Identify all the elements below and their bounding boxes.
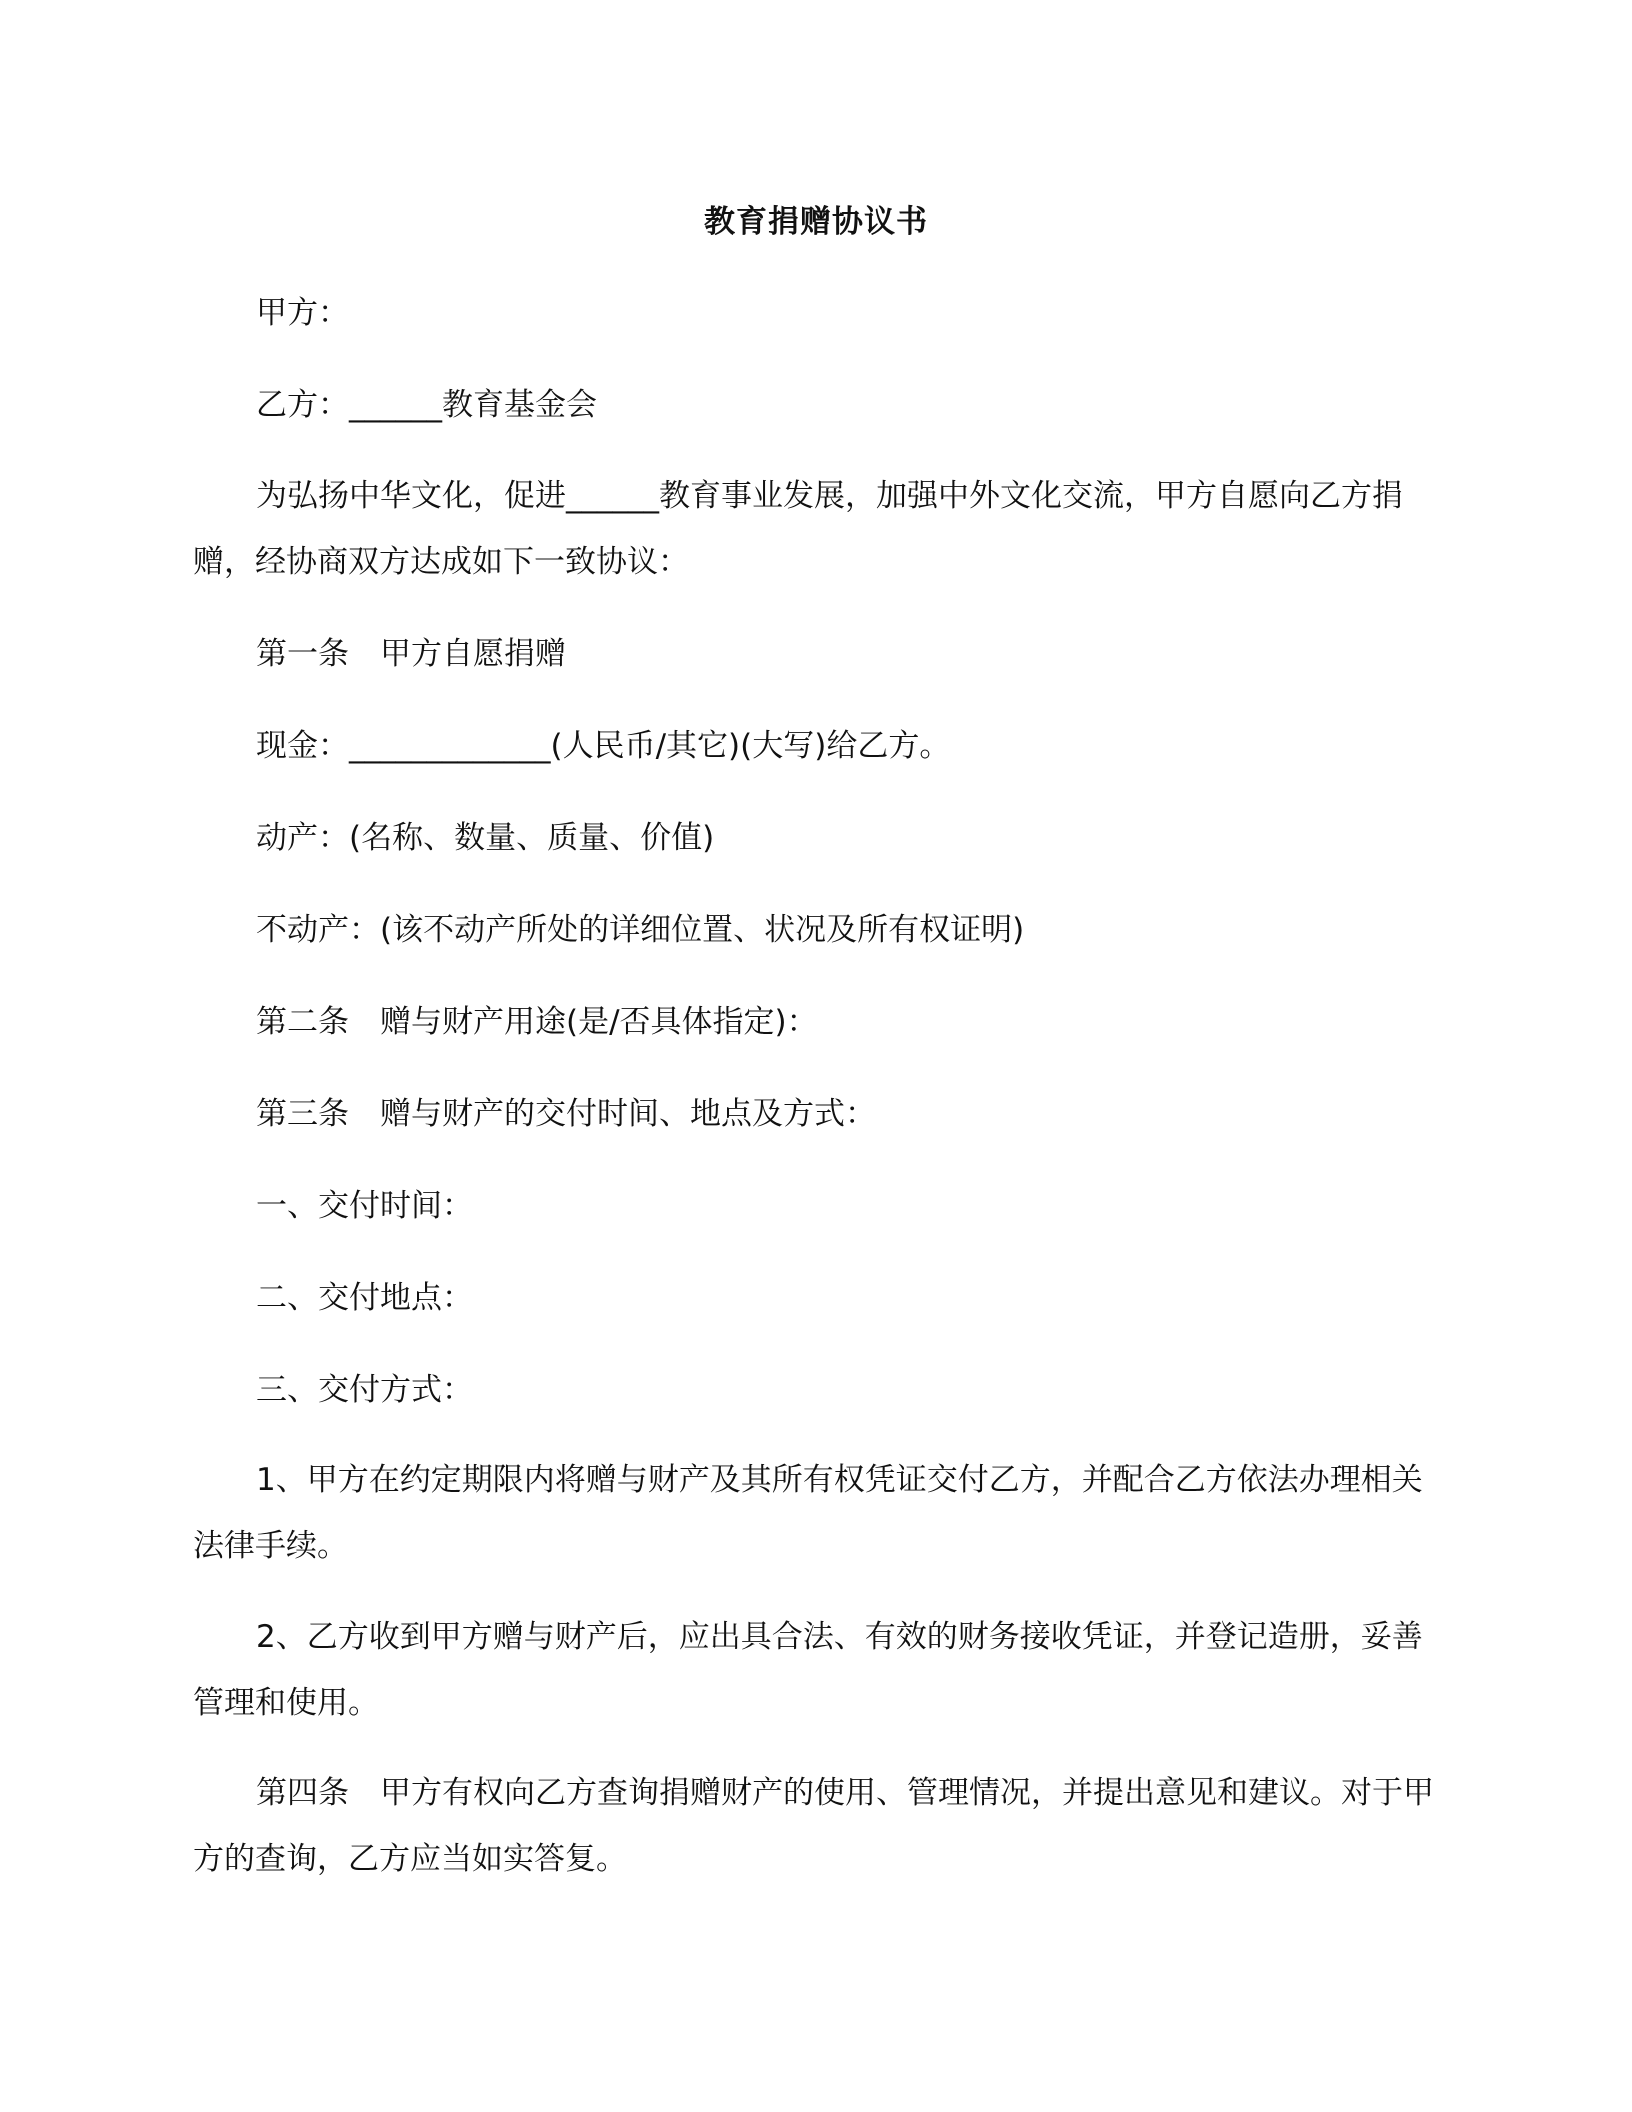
cash-line: 现金：_____________(人民币/其它)(大写)给乙方。: [256, 728, 951, 764]
party-b-line: 乙方：______教育基金会: [256, 387, 597, 423]
article-4-paragraph: 第四条 甲方有权向乙方查询捐赠财产的使用、管理情况，并提出意见和建议。对于甲方的查询，乙方应当如实答复。: [193, 1775, 1434, 1877]
delivery-method-line: 三、交付方式：: [256, 1372, 473, 1408]
document-title: 教育捐赠协议书: [704, 204, 928, 240]
preamble-paragraph: 为弘扬中华文化，促进______教育事业发展，加强中外文化交流，甲方自愿向乙方捐赠，经协商双方达成如下一致协议：: [193, 478, 1403, 580]
clause-1-paragraph: 1、甲方在约定期限内将赠与财产及其所有权凭证交付乙方，并配合乙方依法办理相关法律手续。: [193, 1462, 1423, 1564]
article-3-line: 第三条 赠与财产的交付时间、地点及方式：: [256, 1096, 876, 1132]
delivery-place-line: 二、交付地点：: [256, 1280, 473, 1316]
real-estate-line: 不动产：(该不动产所处的详细位置、状况及所有权证明): [256, 912, 1025, 948]
party-a-line: 甲方：: [256, 295, 349, 331]
clause-2-paragraph: 2、乙方收到甲方赠与财产后，应出具合法、有效的财务接收凭证，并登记造册，妥善管理和使用。: [193, 1619, 1423, 1721]
article-2-line: 第二条 赠与财产用途(是/否具体指定)：: [256, 1004, 818, 1040]
movable-property-line: 动产：(名称、数量、质量、价值): [256, 820, 715, 856]
article-1-heading: 第一条 甲方自愿捐赠: [256, 636, 566, 672]
delivery-time-line: 一、交付时间：: [256, 1188, 473, 1224]
